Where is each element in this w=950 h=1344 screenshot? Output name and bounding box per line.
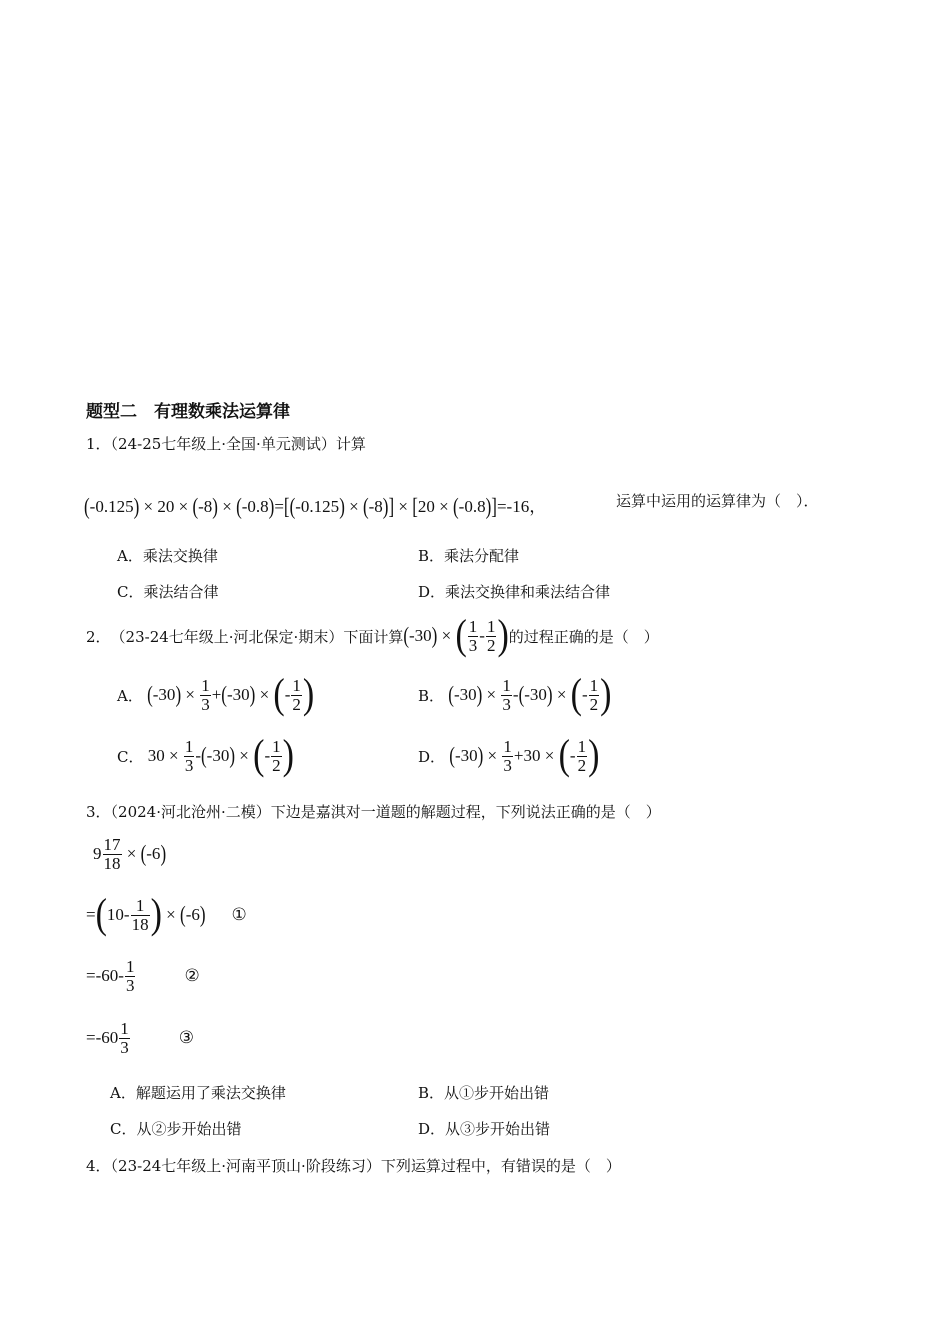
option-b[interactable]: B． ( -30 ) × $\frac{1}{3}$ - ( -30 ) × ( - $\frac{1}{2}$ ): [418, 671, 612, 718]
question-number: 4．: [86, 1157, 111, 1175]
question-4-header: [86, 1155, 621, 1176]
step-marker: ②: [184, 966, 200, 986]
question-1-header: [86, 433, 366, 454]
solution-line-1: = ( 10 - $\frac{1}{18}$ ) × ( -6 ) ①: [86, 891, 247, 938]
question-number: 1．: [86, 435, 111, 453]
expr-term: -0.8: [458, 497, 486, 516]
question-1-tail: 运算中运用的运算律为（ ）．: [616, 492, 819, 510]
option-d[interactable]: D．乘法交换律和乘法结合律: [418, 583, 611, 601]
question-source: （2024·河北沧州·二模）下边是嘉淇对一道题的解题过程，下列说法正确的是（ ）: [110, 803, 661, 821]
option-c[interactable]: C．从②步开始出错: [110, 1120, 242, 1138]
solution-line-3: = -60 $\frac{1}{3}$ ③: [86, 1019, 195, 1057]
step-marker: ③: [178, 1028, 195, 1048]
expr-term: -8: [198, 497, 213, 516]
expr-term: 20: [417, 497, 435, 516]
section-title: 题型二 有理数乘法运算律: [86, 402, 290, 421]
option-b[interactable]: B．从①步开始出错: [418, 1084, 550, 1102]
question-2-tail: 的过程正确的是（ ）: [508, 627, 659, 646]
option-a[interactable]: A． ( -30 ) × $\frac{1}{3}$ + ( -30 ) × ( - $\frac{1}{2}$ ): [117, 671, 315, 718]
option-c[interactable]: C． 30 × $\frac{1}{3}$ - ( -30 ) × ( - $\frac{1}{2}$ ): [117, 732, 294, 779]
expr-term: -0.8: [241, 497, 269, 516]
question-source: （23-24七年级上·河北保定·期末）下面计算: [110, 627, 404, 646]
expr-term: -0.125: [295, 497, 340, 516]
step-marker: ①: [231, 905, 247, 924]
option-b[interactable]: B．乘法分配律: [418, 547, 520, 565]
expr-term: -0.125: [89, 497, 134, 516]
question-number: 2．: [86, 627, 111, 646]
solution-line-0: 9 $\frac{17}{18}$ × ( -6 ): [93, 835, 167, 873]
option-d[interactable]: D．从③步开始出错: [418, 1120, 551, 1138]
expr-term: -8: [368, 497, 383, 516]
expr-result: -16: [506, 497, 530, 516]
question-source: （24-25七年级上·全国·单元测试）计算: [110, 435, 366, 453]
option-d[interactable]: D． ( -30 ) × $\frac{1}{3}$ + 30 × ( - $\frac{1}{2}$ ): [418, 732, 600, 779]
question-source: （23-24七年级上·河南平顶山·阶段练习）下列运算过程中，有错误的是（ ）: [110, 1157, 621, 1175]
expr-term: 20: [157, 497, 175, 516]
question-1-expression: (-0.125) × 20 × (-8) × (-0.8)=[(-0.125) × (-8)] × [20 × (-0.8)]=-16，: [84, 493, 547, 520]
solution-line-2: = -60 - $\frac{1}{3}$ ②: [86, 957, 200, 995]
question-number: 3．: [86, 803, 111, 821]
option-a[interactable]: A．乘法交换律: [117, 547, 218, 565]
question-3-header: [86, 801, 661, 822]
question-2-expression: ( -30 ) × ( $\frac{1}{3}$ - $\frac{1}{2}$ ): [403, 612, 509, 659]
option-c[interactable]: C．乘法结合律: [117, 583, 219, 601]
option-a[interactable]: A．解题运用了乘法交换律: [110, 1084, 286, 1102]
question-2-header: [86, 612, 659, 659]
